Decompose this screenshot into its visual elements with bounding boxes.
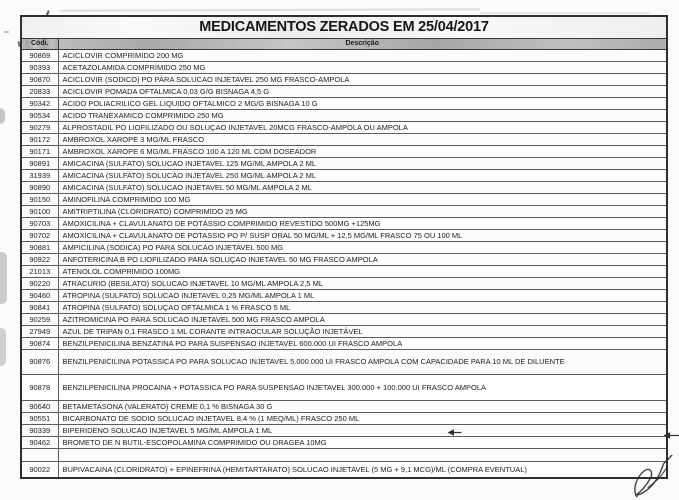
row-description: AZITROMICINA PO PARA SOLUCAO INJETAVEL 500 MG FRASCO AMPOLA [58, 313, 667, 325]
table-row [21, 325, 667, 337]
row-code: 90393 [21, 61, 58, 73]
row-description: AMBROXOL XAROPE 6 MG/ML FRASCO 100 A 120 ML COM DOSEADOR [58, 145, 667, 157]
table-row [21, 121, 667, 133]
row-code: 90150 [21, 193, 58, 205]
scan-streak [480, 12, 650, 14]
table-row [21, 289, 667, 301]
row-code: 31939 [21, 169, 58, 181]
row-description: ATENOLOL COMPRIMIDO 100MG [58, 265, 667, 277]
table-row [21, 375, 667, 401]
table-row [21, 205, 667, 217]
row-code: 90279 [21, 121, 58, 133]
row-description: ATROPINA (SULFATO) SOLUCAO INJETAVEL 0,25 MG/ML AMPOLA 1 ML [58, 289, 667, 301]
row-description: ACICLOVIR POMADA OFTALMICA 0,03 G/G BISNAGA 4,5 G [58, 85, 667, 97]
table-row [21, 133, 667, 145]
column-header-row [21, 38, 667, 49]
title-row [21, 16, 667, 38]
row-description: BIPERIDENO SOLUCAO INJETAVEL 5 MG/ML AMPOLA 1 ML [58, 424, 667, 436]
row-description: ATRACURIO (BESILATO) SOLUCAO INJETAVEL 10 MG/ML AMPOLA 2,5 ML [58, 277, 667, 289]
table-row [21, 145, 667, 157]
row-code: 90022 [21, 461, 58, 478]
row-description: ACICLOVIR COMPRIMIDO 200 MG [58, 49, 667, 61]
row-description: ACIDO TRANEXAMICO COMPRIMIDO 250 MG [58, 109, 667, 121]
row-code: 90876 [21, 349, 58, 375]
row-description: AMICACINA (SULFATO) SOLUCAO INJETAVEL 250 MG/ML AMPOLA 2 ML [58, 169, 667, 181]
row-description: AMBROXOL XAROPE 3 MG/ML FRASCO [58, 133, 667, 145]
table-row [21, 109, 667, 121]
row-code: 90259 [21, 313, 58, 325]
row-code: 27949 [21, 325, 58, 337]
table-row [21, 61, 667, 73]
row-code: 90551 [21, 412, 58, 424]
row-description: ALPROSTADIL PO LIOFILIZADO OU SOLUÇAO INJETAVEL 20MCG FRASCO-AMPOLA OU AMPOLA [58, 121, 667, 133]
medications-table [20, 15, 668, 479]
table-row [21, 157, 667, 169]
row-code: 90171 [21, 145, 58, 157]
row-code: 90890 [21, 181, 58, 193]
row-code: 90703 [21, 217, 58, 229]
column-header-code: Códi. [21, 38, 58, 49]
row-code: 90878 [21, 375, 58, 401]
row-code: 90874 [21, 337, 58, 349]
table-row [21, 253, 667, 265]
row-code: 21013 [21, 265, 58, 277]
table-row [21, 229, 667, 241]
table-row [21, 217, 667, 229]
row-code: 20833 [21, 85, 58, 97]
row-description [58, 448, 667, 461]
table-row [21, 313, 667, 325]
row-code [21, 448, 58, 461]
document-title: MEDICAMENTOS ZERADOS EM 25/04/2017 [199, 19, 489, 36]
row-description: BUPIVACAINA (CLORIDRATO) + EPINEFRINA (HEMITARTARATO) SOLUCAO INJETAVEL (5 MG + 9,1 MCG)/ML (COMPRA EVENTUAL) [58, 461, 667, 478]
pen-mark [4, 31, 9, 33]
row-code: 90220 [21, 277, 58, 289]
row-description: AMOXICILINA + CLAVULANATO DE POTASSIO PO P/ SUSP ORAL 50 MG/ML + 12,5 MG/ML FRASCO 75 OU 100 ML [58, 229, 667, 241]
row-code: 90460 [21, 289, 58, 301]
row-description: AMINOFILINA COMPRIMIDO 100 MG [58, 193, 667, 205]
table-row [21, 277, 667, 289]
row-code: 90342 [21, 97, 58, 109]
row-code: 90922 [21, 253, 58, 265]
row-code: 90339 [21, 424, 58, 436]
row-code: 90881 [21, 241, 58, 253]
row-description: AMICACINA (SULFATO) SOLUCAO INJETAVEL 50 MG/ML AMPOLA 2 ML [58, 181, 667, 193]
table-row [21, 85, 667, 97]
row-code: 90100 [21, 205, 58, 217]
row-description: AMOXICILINA + CLAVULANATO DE POTÁSSIO COMPRIMIDO REVESTIDO 500MG +125MG [58, 217, 667, 229]
table-row [21, 265, 667, 277]
row-code: 90702 [21, 229, 58, 241]
table-row [21, 400, 667, 412]
table-row [21, 97, 667, 109]
row-description: ANFOTERICINA B PO LIOFILIZADO PARA SOLUÇAO INJETAVEL 50 MG FRASCO AMPOLA [58, 253, 667, 265]
column-header-description: Descrição [58, 38, 667, 49]
row-description: ATROPINA (SULFATO) SOLUÇAO OFTALMICA 1 % FRASCO 5 ML [58, 301, 667, 313]
row-description: BENZILPENICILINA PROCAINA + POTASSICA PO PARA SUSPENSAO INJETAVEL 300.000 + 100.000 UI FRASCO AMPOLA [58, 375, 667, 401]
table-row [21, 349, 667, 375]
row-code: 90462 [21, 436, 58, 448]
row-description: AMPICILINA (SODICA) PO PARA SOLUCAO INJETAVEL 500 MG [58, 241, 667, 253]
scan-smudge [0, 108, 5, 124]
row-description: BROMETO DE N BUTIL-ESCOPOLAMINA COMPRIMIDO OU DRAGEA 10MG [58, 436, 667, 448]
scan-streak [60, 8, 480, 11]
table-row [21, 193, 667, 205]
row-description: ACICLOVIR (SODICO) PO PARA SOLUCAO INJETAVEL 250 MG FRASCO-AMPOLA [58, 73, 667, 85]
table-row [21, 49, 667, 61]
row-description: BETAMETASONA (VALERATO) CREME 0,1 % BISNAGA 30 G [58, 400, 667, 412]
table-row [21, 73, 667, 85]
table-row [21, 448, 667, 461]
table-row [21, 424, 667, 436]
scan-smudge [0, 328, 6, 366]
row-description: AMITRIPTILINA (CLORIDRATO) COMPRIMIDO 25 MG [58, 205, 667, 217]
pen-arrow-icon [662, 431, 679, 440]
table-row [21, 169, 667, 181]
row-code: 90891 [21, 157, 58, 169]
row-description: BENZILPENICILINA POTASSICA PO PARA SOLUCAO INJETAVEL 5.000.000 UI FRASCO AMPOLA COM CAPACIDADE PARA 10 ML DE DILUENTE [58, 349, 667, 375]
row-code: 90870 [21, 73, 58, 85]
table-row [21, 337, 667, 349]
row-description: AZUL DE TRIPAN 0,1 FRASCO 1 ML CORANTE INTRAOCULAR SOLUÇÃO INJETÁVEL [58, 325, 667, 337]
row-description: BENZILPENICILINA BENZATINA PO PARA SUSPENSAO INJETAVEL 600.000 UI FRASCO AMPOLA [58, 337, 667, 349]
row-code: 90869 [21, 49, 58, 61]
table-row [21, 461, 667, 478]
row-code: 90534 [21, 109, 58, 121]
row-code: 90640 [21, 400, 58, 412]
table-row [21, 181, 667, 193]
row-description: ACIDO POLIACRILICO GEL LIQUIDO OFTALMICO 2 MG/G BISNAGA 10 G [58, 97, 667, 109]
row-description: BICARBONATO DE SODIO SOLUCAO INJETAVEL 8,4 % (1 MEQ/ML) FRASCO 250 ML [58, 412, 667, 424]
row-code: 90172 [21, 133, 58, 145]
table-row [21, 301, 667, 313]
scan-smudge [0, 252, 7, 304]
signature-mark [626, 454, 679, 500]
table-row [21, 412, 667, 424]
row-description: ACETAZOLAMIDA COMPRIMIDO 250 MG [58, 61, 667, 73]
table-row [21, 436, 667, 448]
row-description: AMICACINA (SULFATO) SOLUCAO INJETAVEL 125 MG/ML AMPOLA 2 ML [58, 157, 667, 169]
table-row [21, 241, 667, 253]
row-code: 90841 [21, 301, 58, 313]
pen-arrow-icon [446, 428, 462, 437]
